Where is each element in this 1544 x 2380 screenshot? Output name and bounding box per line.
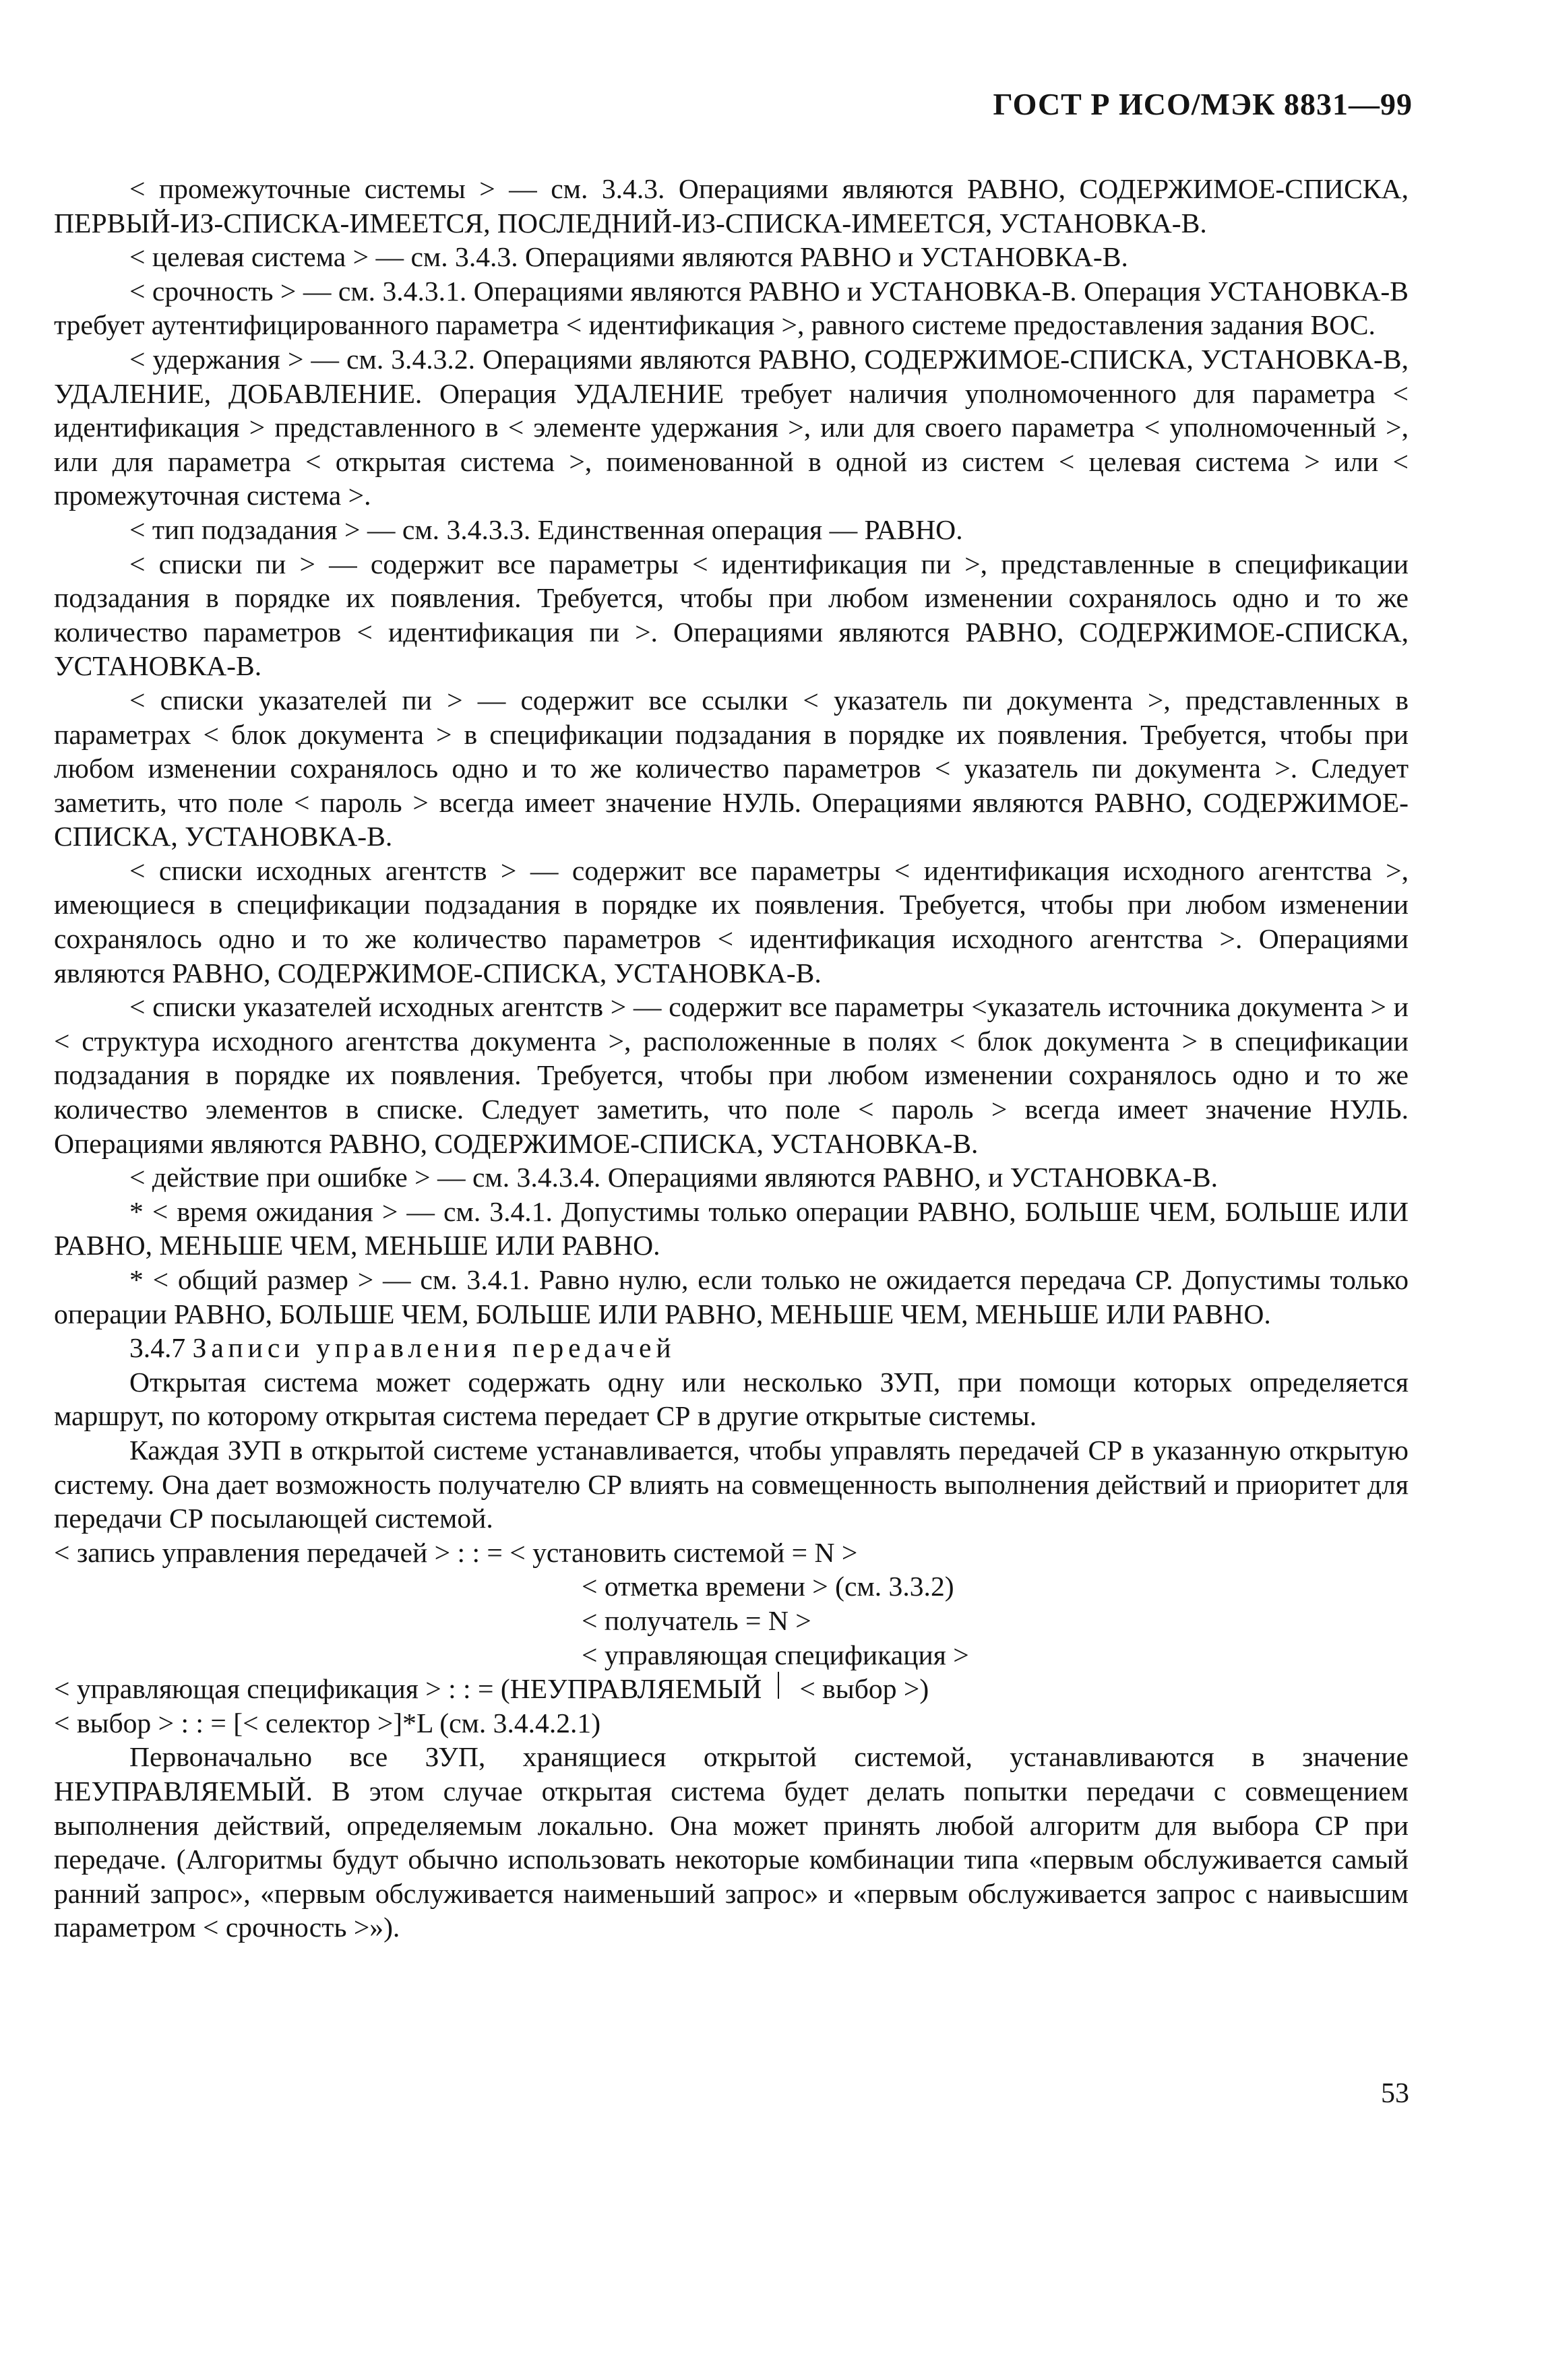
page-number: 53 [1381, 2078, 1409, 2109]
grammar-rule-1-cont-recipient: < получатель = N > [582, 1604, 811, 1636]
paragraph-intermediate-systems: < промежуточные системы > — см. 3.4.3. Операциями являются РАВНО, СОДЕРЖИМОЕ-СПИСКА, ПЕРВЫЙ-ИЗ-СПИСКА-ИМЕЕТСЯ, ПОСЛЕДНИЙ-ИЗ-СПИСКА-ИМЕЕТСЯ, УСТАНОВКА-В. [54, 173, 1409, 239]
section-paragraph-routing: Открытая система может содержать одну или несколько ЗУП, при помощи которых определяется маршрут, по которому открытая система передает СР в другие открытые системы. [54, 1366, 1409, 1432]
paragraph-source-agency-lists: < списки исходных агентств > — содержит все параметры < идентификация исходного агентства >, имеющиеся в спецификации подзадания в порядке их появления. Требуется, чтобы при любом изменении сохранялось одно и то же количество параметров < идентификация исходного агентства >. Операциями являются РАВНО, СОДЕРЖИМОЕ-СПИСКА, УСТАНОВКА-В. [54, 854, 1409, 989]
paragraph-pi-pointer-lists: < списки указателей пи > — содержит все ссылки < указатель пи документа >, представленных в параметрах < блок документа > в спецификации подзадания в порядке их появления. Требуется, чтобы при любом изменении сохранялось одно и то же количество параметров < указатель пи документа >. Следует заметить, что поле < пароль > всегда имеет значение НУЛЬ. Операциями являются РАВНО, СОДЕРЖИМОЕ-СПИСКА, УСТАНОВКА-В. [54, 684, 1409, 852]
page-header-standard-code: ГОСТ Р ИСО/МЭК 8831—99 [993, 87, 1413, 121]
paragraph-subjob-type: < тип подзадания > — см. 3.4.3.3. Единственная операция — РАВНО. [129, 513, 963, 545]
section-title: Записи управления передачей [192, 1332, 676, 1364]
paragraph-error-action: < действие при ошибке > — см. 3.4.3.4. Операциями являются РАВНО, и УСТАНОВКА-В. [129, 1162, 1218, 1193]
grammar-rule-1-cont-control-spec: < управляющая спецификация > [582, 1639, 969, 1670]
grammar-definition [54, 1536, 1409, 1741]
paragraph-source-agency-pointer-lists: < списки указателей исходных агентств > — содержит все параметры <указатель источника документа > и < структура исходного агентства документа >, расположенные в полях < блок документа > в спецификации подзадания в порядке их появления. Требуется, чтобы при любом изменении сохранялось одно и то же количество элементов в списке. Следует заметить, что поле < пароль > всегда имеет значение НУЛЬ. Операциями являются РАВНО, СОДЕРЖИМОЕ-СПИСКА, УСТАНОВКА-В. [54, 991, 1409, 1159]
paragraph-target-system: < целевая система > — см. 3.4.3. Операциями являются РАВНО и УСТАНОВКА-В. [129, 241, 1128, 273]
alternative-separator [778, 1672, 779, 1699]
paragraph-retentions: < удержания > — см. 3.4.3.2. Операциями являются РАВНО, СОДЕРЖИМОЕ-СПИСКА, УСТАНОВКА-В, УДАЛЕНИЕ, ДОБАВЛЕНИЕ. Операция УДАЛЕНИЕ требует наличия уполномоченного для параметра < идентификация > представленного в < элементе удержания >, или для своего параметра < уполномоченный >, или для параметра < открытая система >, поименованной в одной из систем < целевая система > или < промежуточная система >. [54, 343, 1409, 511]
paragraph-total-size: * < общий размер > — см. 3.4.1. Равно нулю, если только не ожидается передача СР. Допустимы только операции РАВНО, БОЛЬШЕ ЧЕМ, БОЛЬШЕ ИЛИ РАВНО, МЕНЬШЕ ЧЕМ, МЕНЬШЕ ИЛИ РАВНО. [54, 1264, 1409, 1329]
paragraph-pi-lists: < списки пи > — содержит все параметры < идентификация пи >, представленные в спецификации подзадания в порядке их появления. Требуется, чтобы при любом изменении сохранялось одно и то же количество параметров < идентификация пи >. Операциями являются РАВНО, СОДЕРЖИМОЕ-СПИСКА, УСТАНОВКА-В. [54, 548, 1409, 682]
paragraph-wait-time: * < время ожидания > — см. 3.4.1. Допустимы только операции РАВНО, БОЛЬШЕ ЧЕМ, БОЛЬШЕ ИЛИ РАВНО, МЕНЬШЕ ЧЕМ, МЕНЬШЕ ИЛИ РАВНО. [54, 1195, 1409, 1261]
document-body [54, 172, 1409, 1945]
grammar-rule-1: < запись управления передачей > : : = < установить системой = N > [54, 1536, 858, 1568]
grammar-rule-3: < выбор > : : = [< селектор >]*L (см. 3.4.4.2.1) [54, 1707, 601, 1739]
closing-paragraph: Первоначально все ЗУП, хранящиеся открытой системой, устанавливаются в значение НЕУПРАВЛЯЕМЫЙ. В этом случае открытая система будет делать попытки передачи с совмещением выполнения действий, определяемым локально. Она может принять любой алгоритм для выбора СР при передаче. (Алгоритмы будут обычно использовать некоторые комбинации типа «первым обслуживается самый ранний запрос», «первым обслуживается наименьший запрос» и «первым обслуживается запрос с наивысшим параметром < срочность >»). [54, 1741, 1409, 1943]
paragraph-urgency: < срочность > — см. 3.4.3.1. Операциями являются РАВНО и УСТАНОВКА-В. Операция УСТАНОВКА-В требует аутентифицированного параметра < идентификация >, равного системе предоставления задания ВОС. [54, 275, 1409, 341]
grammar-rule-2: < управляющая спецификация > : : = (НЕУПРАВЛЯЕМЫЙ < выбор >) [54, 1673, 929, 1705]
grammar-rule-1-cont-timestamp: < отметка времени > (см. 3.3.2) [582, 1571, 954, 1602]
section-number: 3.4.7 [129, 1332, 186, 1364]
section-paragraph-control: Каждая ЗУП в открытой системе устанавливается, чтобы управлять передачей СР в указанную открытую систему. Она дает возможность получателю СР влиять на совмещенность выполнения действий и приоритет для передачи СР посылающей системой. [54, 1434, 1409, 1534]
section-heading [54, 1331, 1409, 1365]
